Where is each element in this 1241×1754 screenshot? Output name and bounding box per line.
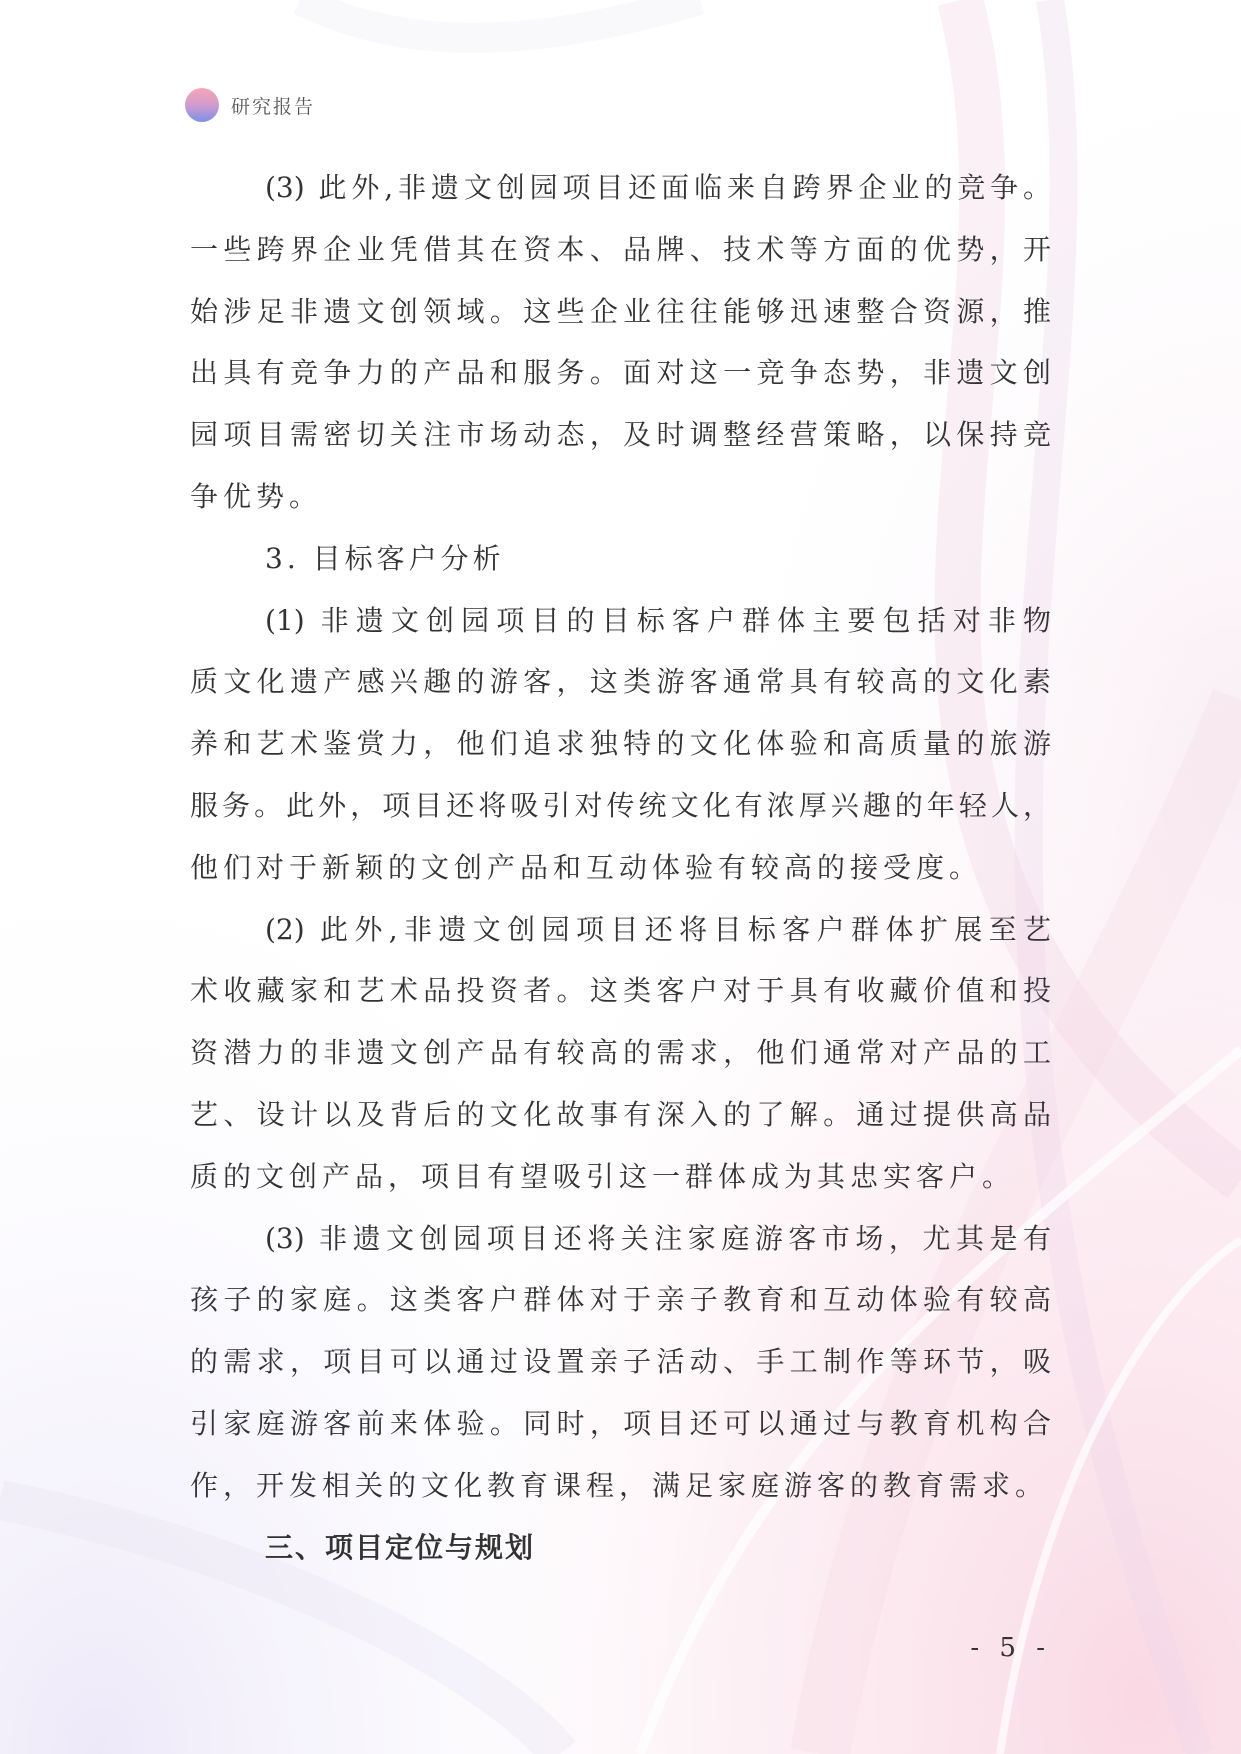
text-line: 引家庭游客前来体验。同时，项目还可以通过与教育机构合	[190, 1406, 1051, 1440]
document-header	[185, 87, 315, 123]
text-line: 质文化遗产感兴趣的游客，这类游客通常具有较高的文化素	[190, 665, 1051, 699]
paragraph	[190, 590, 1051, 899]
text-line: 园项目需密切关注市场动态，及时调整经营策略，以保持竞	[190, 418, 1051, 452]
text-line: 资潜力的非遗文创产品有较高的需求，他们通常对产品的工	[190, 1036, 1051, 1070]
page-number: - 5 -	[970, 1633, 1051, 1663]
text-line: 艺、设计以及背后的文化故事有深入的了解。通过提供高品	[190, 1097, 1051, 1131]
text-line: 的需求，项目可以通过设置亲子活动、手工制作等环节，吸	[190, 1345, 1051, 1379]
text-line: 他们对于新颖的文创产品和互动体验有较高的接受度。	[190, 850, 983, 884]
text-line: 出具有竞争力的产品和服务。面对这一竞争态势，非遗文创	[190, 356, 1051, 390]
text-line: 争优势。	[190, 479, 323, 513]
paragraph	[190, 1208, 1051, 1517]
text-line: (2) 此外,非遗文创园项目还将目标客户群体扩展至艺	[265, 912, 1051, 946]
text-line: 养和艺术鉴赏力，他们追求独特的文化体验和高质量的旅游	[190, 727, 1051, 761]
text-line: 孩子的家庭。这类客户群体对于亲子教育和互动体验有较高	[190, 1283, 1051, 1317]
paragraph	[190, 157, 1051, 528]
text-line: 服务。此外，项目还将吸引对传统文化有浓厚兴趣的年轻人，	[190, 788, 1051, 822]
text-line: 术收藏家和艺术品投资者。这类客户对于具有收藏价值和投	[190, 974, 1051, 1008]
text-line: (3) 此外,非遗文创园项目还面临来自跨界企业的竞争。	[265, 171, 1051, 204]
header-title: 研究报告	[231, 95, 316, 118]
subsection-heading: 3. 目标客户分析	[265, 541, 505, 575]
paragraph	[190, 899, 1051, 1208]
text-line: 作，开发相关的文化教育课程，满足家庭游客的教育需求。	[190, 1468, 1049, 1502]
text-line: (3) 非遗文创园项目还将关注家庭游客市场，尤其是有	[265, 1221, 1051, 1255]
text-line: 始涉足非遗文创领域。这些企业往往能够迅速整合资源，推	[190, 294, 1051, 328]
logo-circle-icon	[185, 88, 219, 122]
text-line: (1) 非遗文创园项目的目标客户群体主要包括对非物	[265, 603, 1051, 637]
text-line: 质的文创产品，项目有望吸引这一群体成为其忠实客户。	[190, 1159, 1016, 1193]
text-line: 一些跨界企业凭借其在资本、品牌、技术等方面的优势，开	[190, 232, 1051, 266]
section-heading: 三、项目定位与规划	[265, 1530, 536, 1564]
document-body	[190, 157, 1051, 1578]
